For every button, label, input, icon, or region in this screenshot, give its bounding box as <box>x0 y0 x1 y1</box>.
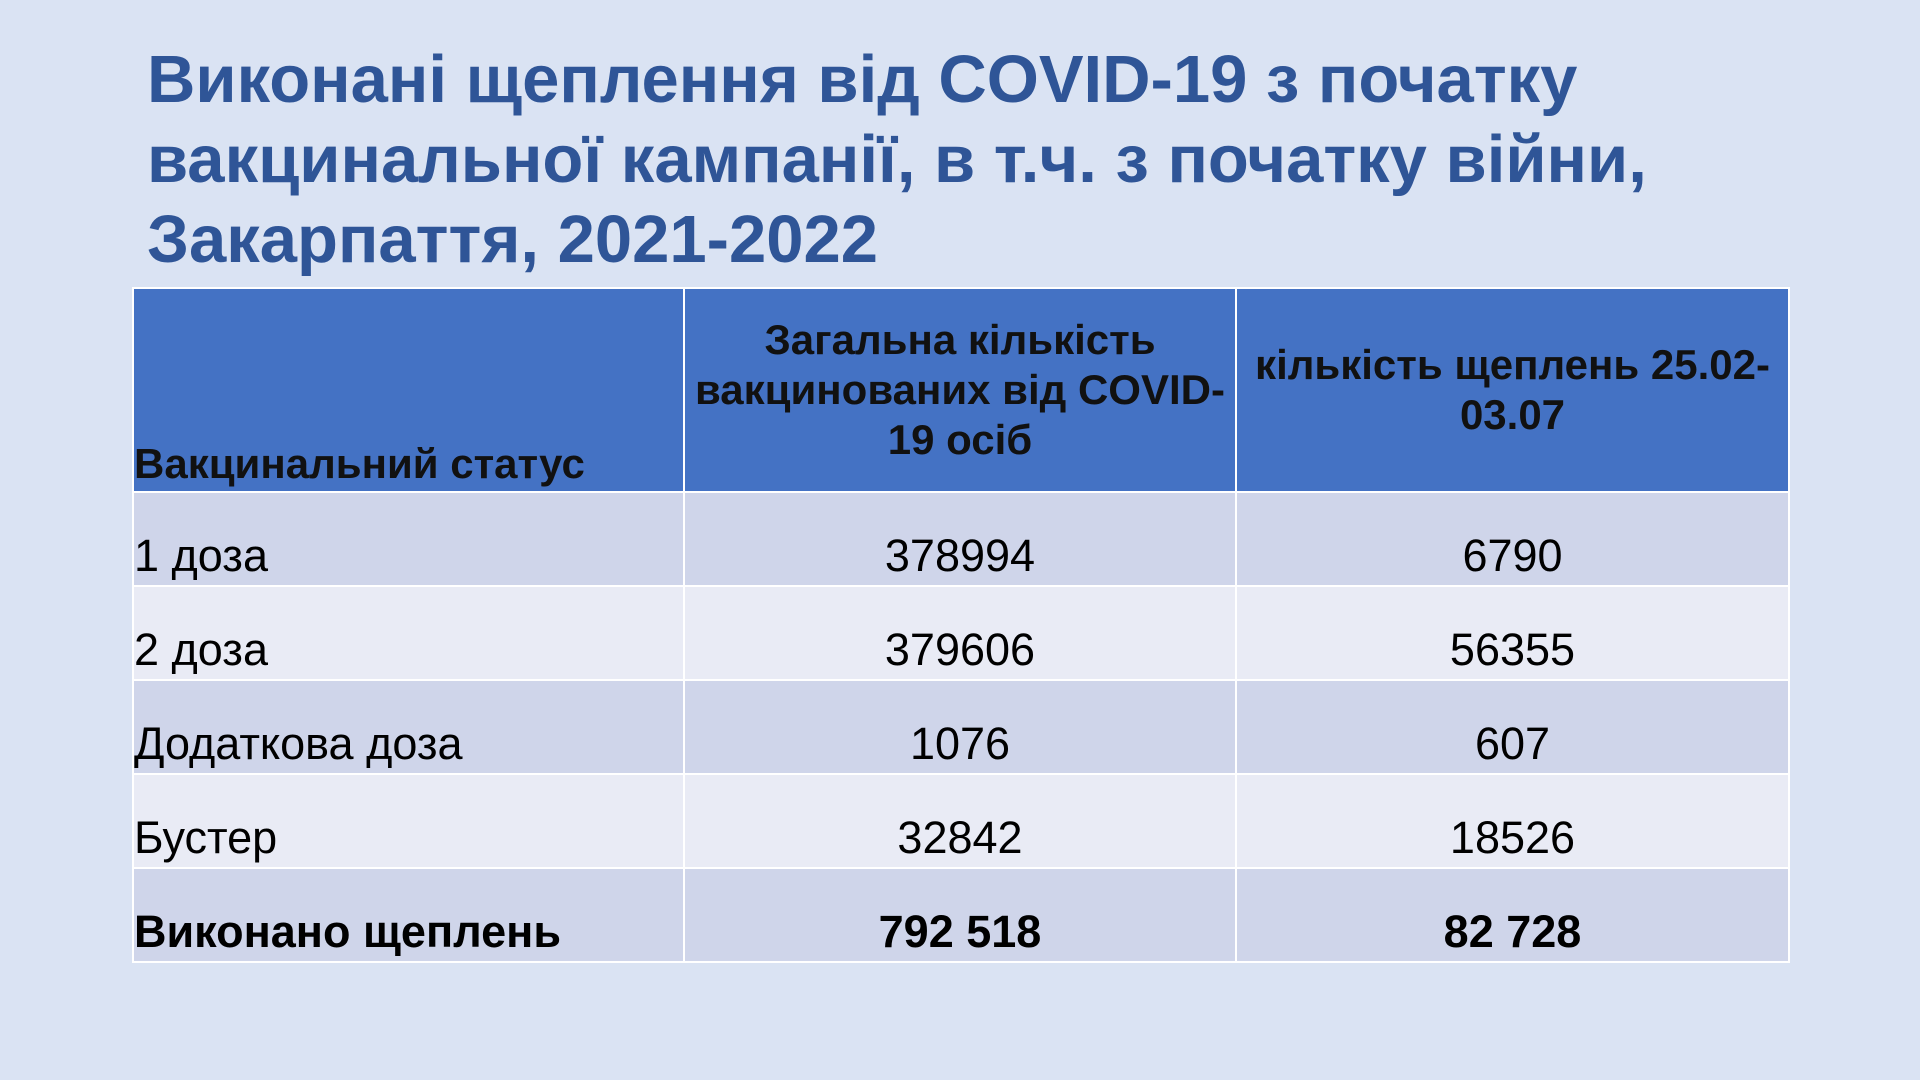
table-row <box>133 492 1789 586</box>
header-row <box>133 288 1789 492</box>
table-body <box>133 492 1789 962</box>
table-row <box>133 586 1789 680</box>
table-header <box>133 288 1789 492</box>
header-period-vaccinations: кількість щеплень 25.02-03.07 <box>1236 288 1789 492</box>
period-vaccinations-cell: 607 <box>1236 680 1789 774</box>
total-row <box>133 868 1789 962</box>
row-label: 2 доза <box>133 586 684 680</box>
total-vaccinated-cell: 379606 <box>684 586 1236 680</box>
header-total-vaccinated: Загальна кількість вакцинованих від COVID-19 осіб <box>684 288 1236 492</box>
total-row-label: Виконано щеплень <box>133 868 684 962</box>
total-vaccinated-cell: 378994 <box>684 492 1236 586</box>
period-vaccinations-cell: 56355 <box>1236 586 1789 680</box>
period-vaccinations-cell: 18526 <box>1236 774 1789 868</box>
total-vaccinated-cell: 1076 <box>684 680 1236 774</box>
period-vaccinations-sum: 82 728 <box>1236 868 1789 962</box>
title-line-2: вакцинальної кампанії, в т.ч. з початку війни, <box>147 122 1647 197</box>
slide-title <box>147 40 1787 280</box>
total-vaccinated-sum: 792 518 <box>684 868 1236 962</box>
title-line-3: Закарпаття, 2021-2022 <box>147 202 879 277</box>
row-label: Додаткова доза <box>133 680 684 774</box>
title-line-1: Виконані щеплення від COVID-19 з початку <box>147 42 1578 117</box>
table-row <box>133 680 1789 774</box>
vaccination-table <box>132 287 1790 963</box>
period-vaccinations-cell: 6790 <box>1236 492 1789 586</box>
row-label: Бустер <box>133 774 684 868</box>
row-label: 1 доза <box>133 492 684 586</box>
table-row <box>133 774 1789 868</box>
header-vaccination-status: Вакцинальний статус <box>133 288 684 492</box>
total-vaccinated-cell: 32842 <box>684 774 1236 868</box>
